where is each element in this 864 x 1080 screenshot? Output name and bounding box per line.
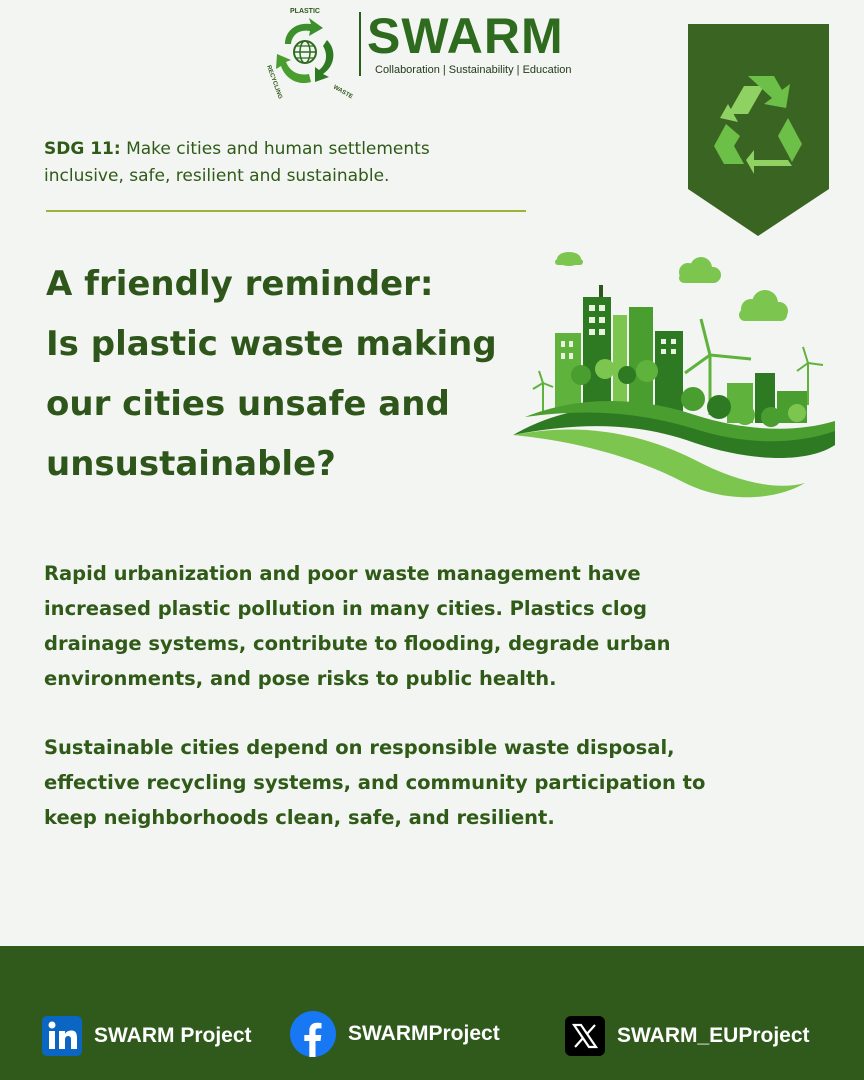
- paragraph-line: effective recycling systems, and community participation to: [44, 771, 706, 794]
- cloud-icon: [679, 257, 721, 283]
- recycle-banner: [688, 24, 829, 236]
- social-x[interactable]: [565, 1016, 810, 1056]
- logo-ring-right: WASTE: [332, 84, 354, 100]
- paragraph-line: keep neighborhoods clean, safe, and resilient.: [44, 806, 555, 829]
- headline-line: our cities unsafe and: [46, 384, 450, 424]
- paragraph-line: Sustainable cities depend on responsible waste disposal,: [44, 736, 675, 759]
- cloud-icon: [739, 290, 788, 321]
- facebook-icon: [290, 1011, 336, 1057]
- cloud-icon: [555, 252, 583, 266]
- paragraph-line: environments, and pose risks to public health.: [44, 667, 557, 690]
- paragraph-line: drainage systems, contribute to flooding, degrade urban: [44, 632, 671, 655]
- green-city-illustration: [505, 245, 840, 510]
- paragraph-sustainable-cities: [44, 730, 744, 835]
- social-facebook[interactable]: [290, 1010, 500, 1058]
- paragraph-urbanization: [44, 556, 744, 696]
- sdg-label: SDG 11:: [44, 139, 121, 159]
- paragraph-line: Rapid urbanization and poor waste management have: [44, 562, 641, 585]
- x-icon: [565, 1016, 605, 1056]
- social-facebook-label: SWARMProject: [348, 1022, 500, 1045]
- social-x-label: SWARM_EUProject: [617, 1024, 810, 1047]
- headline: [46, 254, 526, 494]
- sdg-text-line2: inclusive, safe, resilient and sustainable.: [44, 166, 390, 186]
- sdg-text-line1: Make cities and human settlements: [120, 139, 430, 159]
- logo-divider: [359, 12, 361, 76]
- headline-line: A friendly reminder:: [46, 264, 434, 304]
- headline-line: Is plastic waste making: [46, 324, 497, 364]
- linkedin-icon: [42, 1016, 82, 1056]
- recycle-globe-logo-icon: [255, 4, 355, 100]
- paragraph-line: increased plastic pollution in many cities. Plastics clog: [44, 597, 647, 620]
- brand-logo: [255, 4, 615, 100]
- brand-tagline: Collaboration | Sustainability | Education: [375, 64, 572, 76]
- footer: [0, 946, 864, 1080]
- sdg-statement: [44, 136, 514, 190]
- social-linkedin[interactable]: [42, 1016, 252, 1056]
- logo-ring-top: PLASTIC: [290, 8, 320, 15]
- wind-turbine-icon: [533, 371, 553, 411]
- social-linkedin-label: SWARM Project: [94, 1024, 252, 1047]
- divider-rule: [46, 210, 526, 212]
- brand-name: SWARM: [367, 8, 564, 64]
- headline-line: unsustainable?: [46, 444, 336, 484]
- logo-ring-left: RECYCLING: [265, 64, 283, 100]
